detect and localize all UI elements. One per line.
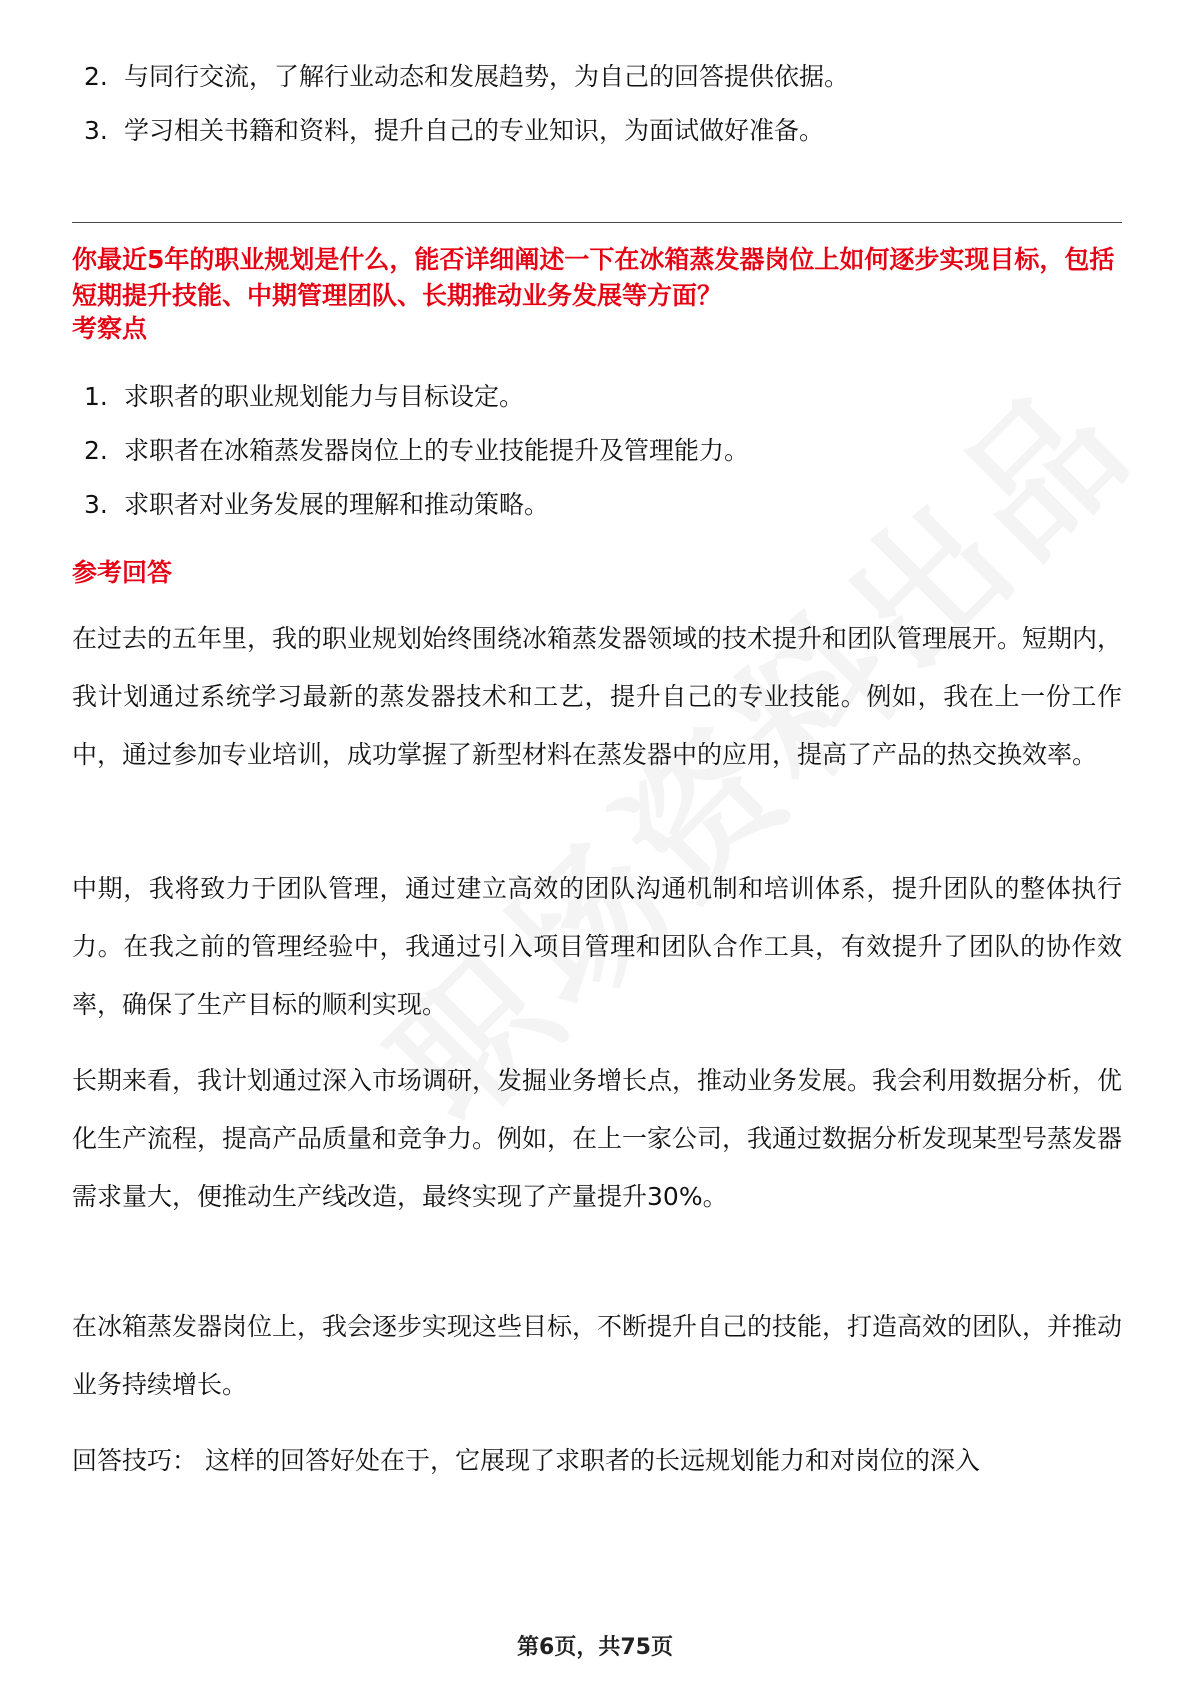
- answer-label: 参考回答: [72, 558, 173, 587]
- list-item: [84, 114, 824, 148]
- list-text: 求职者对业务发展的理解和推动策略。: [124, 490, 550, 519]
- assessment-label: 考察点: [72, 314, 148, 343]
- answer-paragraph: 中期，我将致力于团队管理，通过建立高效的团队沟通机制和培训体系，提升团队的整体执行力。在我之前的管理经验中，我通过引入项目管理和团队合作工具，有效提升了团队的协作效率，确保了生产目标的顺利实现。: [72, 874, 1122, 1019]
- list-item: [84, 60, 849, 94]
- list-number: 3.: [84, 490, 108, 519]
- divider: [72, 222, 1122, 223]
- list-number: 3.: [84, 116, 108, 145]
- list-text: 求职者的职业规划能力与目标设定。: [124, 382, 525, 411]
- answer-paragraph: 在过去的五年里，我的职业规划始终围绕冰箱蒸发器领域的技术提升和团队管理展开。短期内，我计划通过系统学习最新的蒸发器技术和工艺，提升自己的专业技能。例如，我在上一份工作中，通过参加专业培训，成功掌握了新型材料在蒸发器中的应用，提高了产品的热交换效率。: [72, 624, 1123, 769]
- list-number: 1.: [84, 382, 108, 411]
- answer-paragraph: 长期来看，我计划通过深入市场调研，发掘业务增长点，推动业务发展。我会利用数据分析，优化生产流程，提高产品质量和竞争力。例如，在上一家公司，我通过数据分析发现某型号蒸发器需求量大，便推动生产线改造，最终实现了产量提升30%。: [72, 1066, 1123, 1211]
- question-heading: 你最近5年的职业规划是什么，能否详细阐述一下在冰箱蒸发器岗位上如何逐步实现目标，包括短期提升技能、中期管理团队、长期推动业务发展等方面？: [72, 245, 1115, 310]
- list-item: [84, 380, 524, 414]
- list-text: 与同行交流，了解行业动态和发展趋势，为自己的回答提供依据。: [124, 62, 850, 91]
- answer-paragraph: 在冰箱蒸发器岗位上，我会逐步实现这些目标，不断提升自己的技能，打造高效的团队，并推动业务持续增长。: [72, 1312, 1123, 1399]
- list-item: [84, 488, 549, 522]
- answer-tips: 回答技巧： 这样的回答好处在于，它展现了求职者的长远规划能力和对岗位的深入: [72, 1446, 980, 1475]
- list-item: [84, 434, 749, 468]
- page-number: 第6页，共75页: [517, 1635, 673, 1660]
- list-number: 2.: [84, 62, 108, 91]
- list-text: 学习相关书籍和资料，提升自己的专业知识，为面试做好准备。: [124, 116, 825, 145]
- list-text: 求职者在冰箱蒸发器岗位上的专业技能提升及管理能力。: [124, 436, 750, 465]
- list-number: 2.: [84, 436, 108, 465]
